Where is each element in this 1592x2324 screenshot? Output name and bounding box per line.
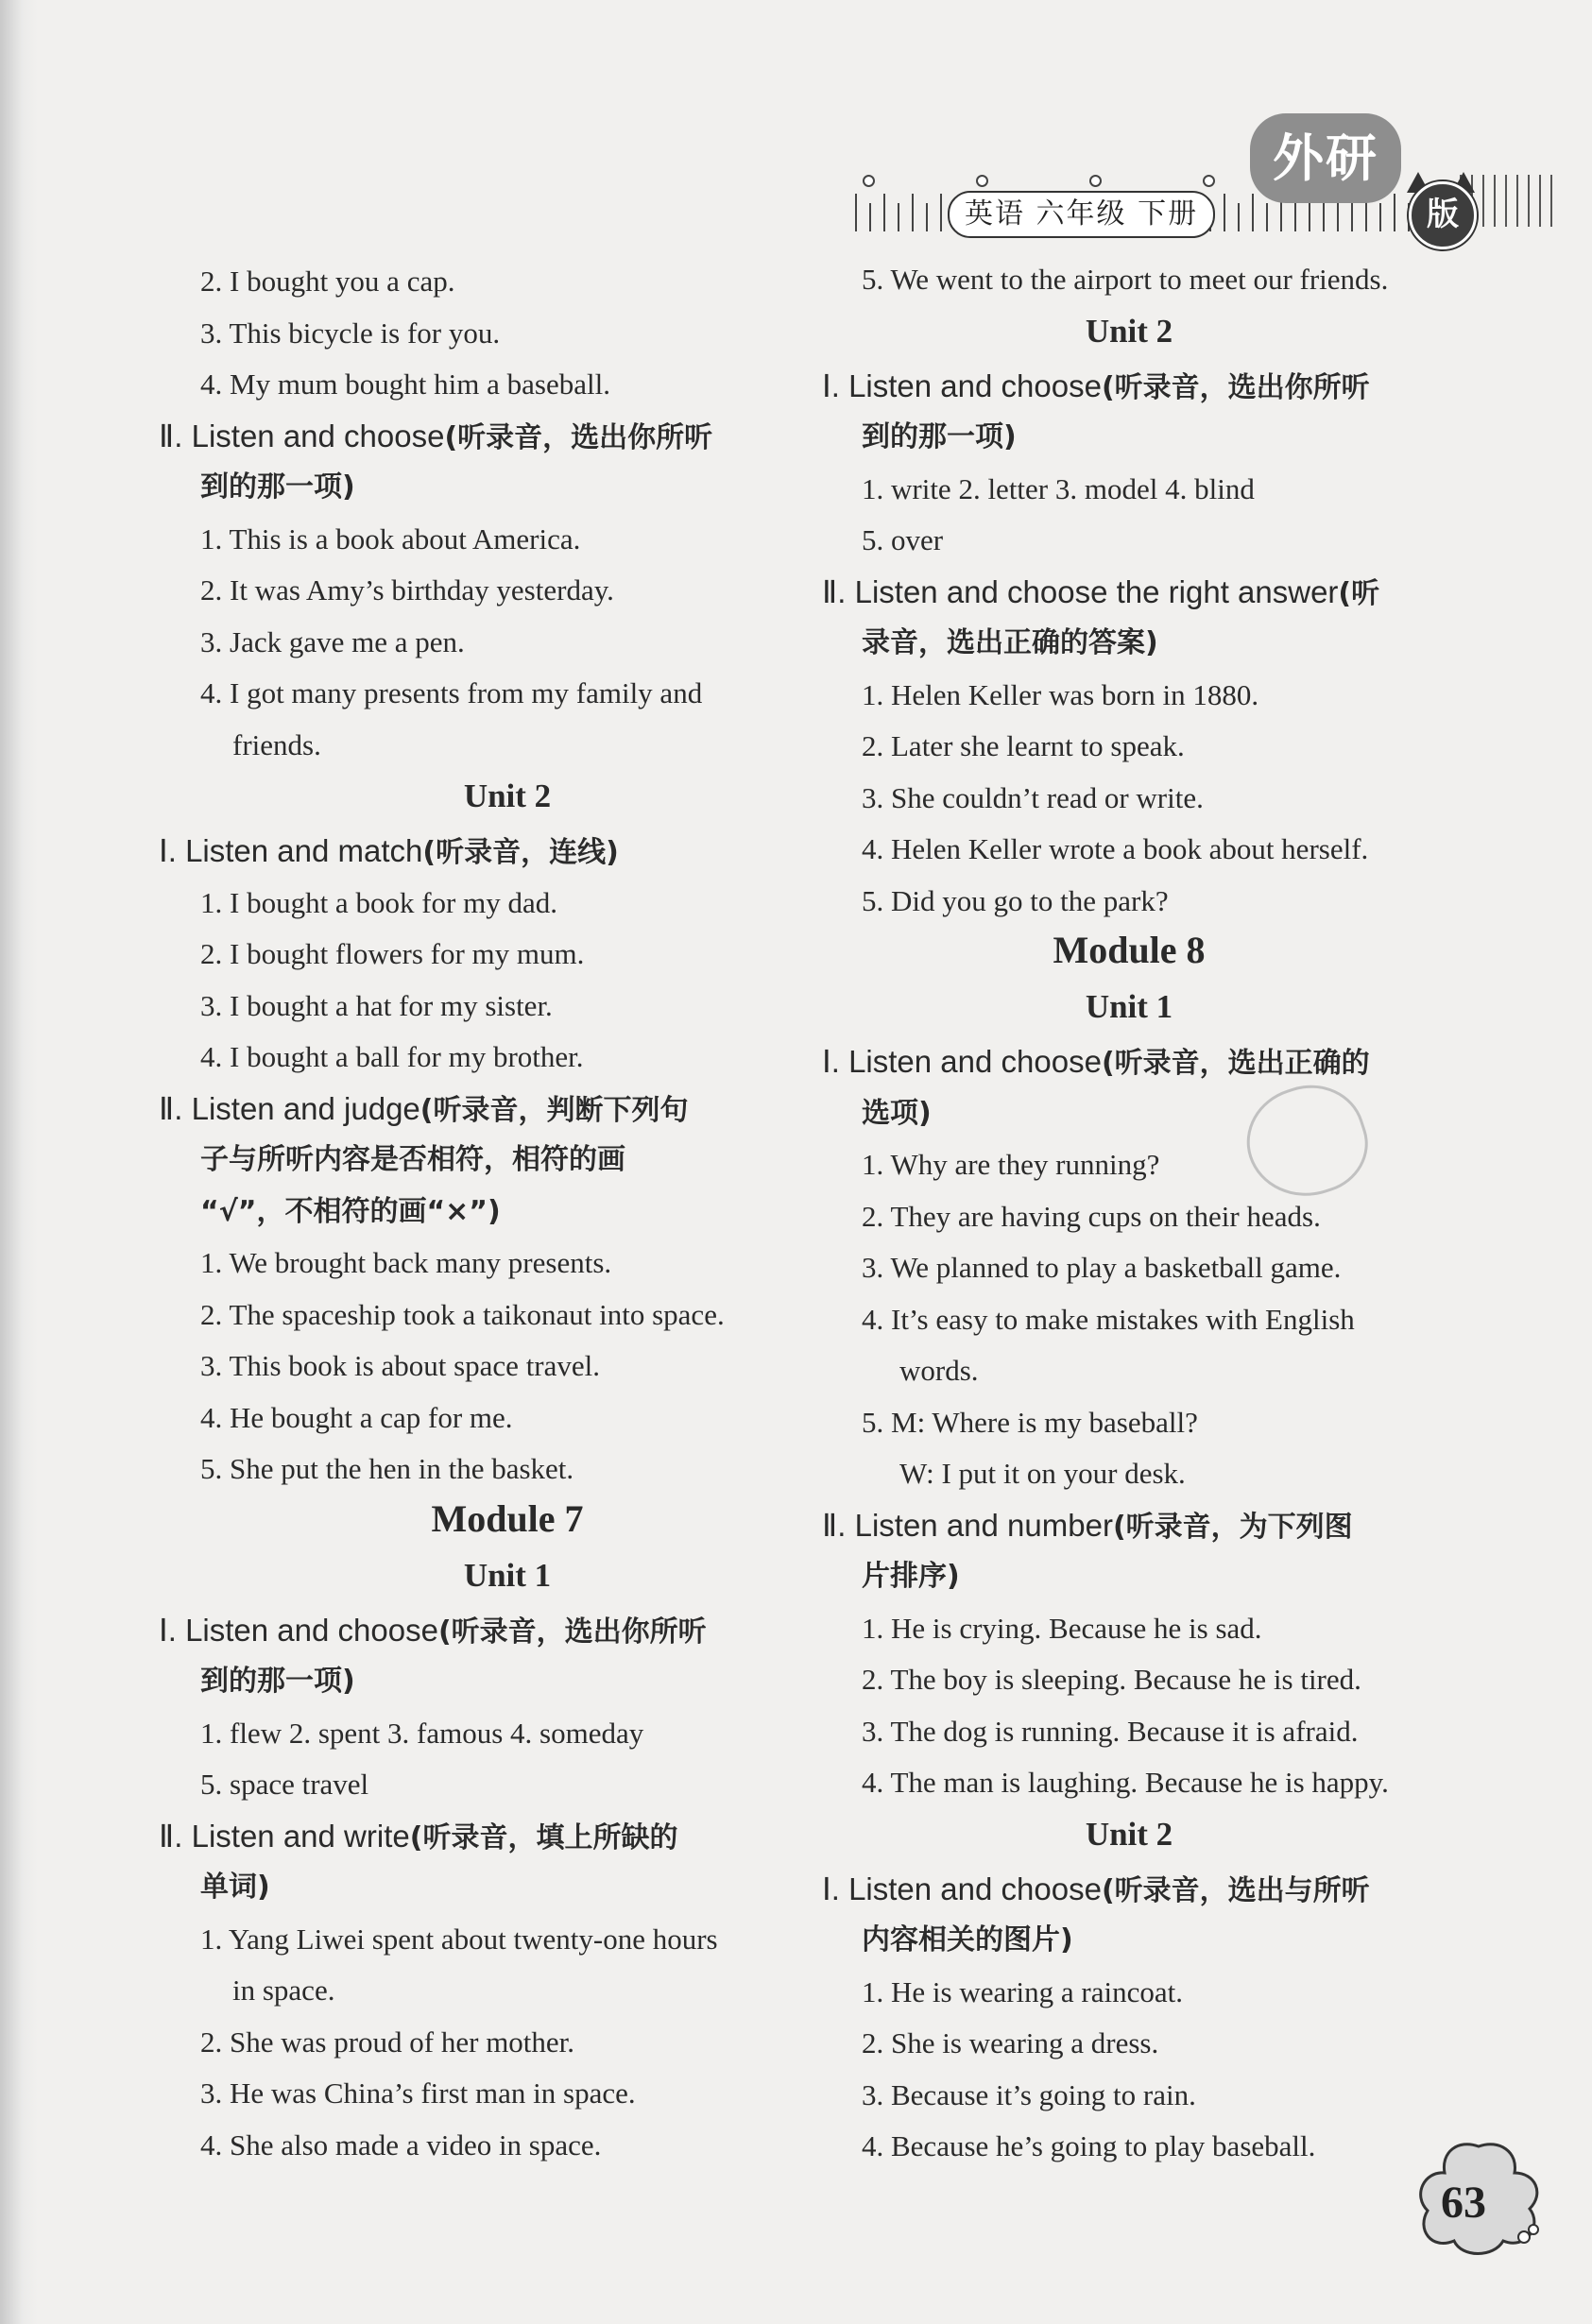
- ruler-tick: [1482, 175, 1484, 227]
- section-instruction-en: Listen and choose the right answer: [846, 573, 1339, 609]
- section-instruction-continued: 子与所听内容是否相符，相符的画: [200, 1143, 625, 1176]
- ruler-tick: [898, 203, 899, 231]
- answer-line: 5. over: [862, 523, 944, 556]
- section-heading: [159, 418, 712, 457]
- ruler-tick: [869, 203, 871, 231]
- answer-line: 2. I bought flowers for my mum.: [200, 937, 585, 970]
- section-number: Ⅰ.: [159, 1612, 177, 1648]
- ruler-tick: [1294, 203, 1296, 231]
- answer-line: 3. This bicycle is for you.: [200, 316, 501, 350]
- answer-line: 4. Helen Keller wrote a book about herself.: [862, 832, 1369, 865]
- section-instruction-en: Listen and match: [176, 833, 423, 868]
- section-instruction-continued: 内容相关的图片): [862, 1923, 1073, 1957]
- section-instruction-cn: (听: [1338, 576, 1380, 610]
- answer-line: 2. They are having cups on their heads.: [862, 1199, 1321, 1233]
- edition-badge: [1403, 172, 1482, 251]
- answer-line: 3. Because it’s going to rain.: [862, 2077, 1196, 2111]
- ruler-tick: [1238, 203, 1240, 231]
- answer-line: 2. It was Amy’s birthday yesterday.: [200, 573, 614, 607]
- ruler-dot: [976, 175, 988, 187]
- ruler-tick: [1351, 203, 1353, 231]
- ruler-tick: [1528, 175, 1530, 227]
- ruler-tick: [1516, 175, 1518, 227]
- section-number: Ⅱ.: [822, 1507, 847, 1543]
- section-instruction-continued: “√”，不相符的画“×”): [200, 1194, 501, 1228]
- answer-line: 2. She is wearing a dress.: [862, 2026, 1159, 2059]
- answer-line: 4. She also made a video in space.: [200, 2127, 602, 2162]
- answer-line: 1. He is crying. Because he is sad.: [862, 1611, 1262, 1645]
- answer-line: 1. This is a book about America.: [200, 521, 581, 555]
- section-number: Ⅱ.: [159, 418, 183, 453]
- module-title: Module 8: [1053, 929, 1206, 971]
- section-number: Ⅰ.: [822, 1044, 840, 1079]
- answer-line: 5. We went to the airport to meet our friends.: [862, 263, 1389, 296]
- ruler-tick: [926, 203, 928, 231]
- answer-line: 2. Later she learnt to speak.: [862, 729, 1185, 762]
- section-heading: [822, 1507, 1353, 1546]
- section-instruction-continued: 片排序): [862, 1560, 960, 1593]
- answer-line: 3. The dog is running. Because it is afraid.: [862, 1714, 1359, 1748]
- section-instruction-cn: (听录音，填上所缺的: [409, 1820, 678, 1854]
- ruler-tick: [1550, 175, 1552, 227]
- page-number: 63: [1441, 2178, 1486, 2228]
- ruler-tick: [1252, 194, 1254, 231]
- answer-line: 4. I bought a ball for my brother.: [200, 1040, 584, 1073]
- ruler-dot: [1089, 175, 1102, 187]
- answer-line: 1. flew 2. spent 3. famous 4. someday: [200, 1716, 644, 1750]
- answer-line: 4. Because he’s going to play baseball.: [862, 2129, 1316, 2162]
- section-instruction-cn: (听录音，判断下列句: [419, 1093, 689, 1127]
- module-title: Module 7: [431, 1496, 584, 1540]
- page-binding-shadow: [0, 0, 38, 2324]
- section-instruction-continued: 录音，选出正确的答案): [862, 626, 1158, 659]
- subject-tag: 英语 六年级 下册: [948, 191, 1215, 238]
- answer-line: 1. I bought a book for my dad.: [200, 885, 557, 919]
- answer-line-continued: W: I put it on your desk.: [899, 1457, 1186, 1490]
- answer-line: 5. space travel: [200, 1768, 369, 1801]
- section-instruction-cn: (听录音，选出你所听: [437, 1615, 707, 1649]
- answer-line: 1. We brought back many presents.: [200, 1246, 612, 1279]
- page-header: [855, 113, 1554, 246]
- answer-line: 1. Why are they running?: [862, 1148, 1160, 1181]
- section-instruction-en: Listen and choose: [839, 367, 1102, 403]
- edition-label: 版: [1427, 196, 1459, 233]
- section-heading: [159, 1612, 707, 1651]
- page-number-badge: [1412, 2135, 1545, 2258]
- section-heading: [159, 832, 619, 872]
- section-instruction-cn: (听录音，连线): [422, 836, 619, 869]
- answer-line: 2. The boy is sleeping. Because he is tired.: [862, 1663, 1361, 1696]
- unit-title: Unit 1: [463, 1556, 552, 1594]
- section-instruction-en: Listen and choose: [839, 1871, 1102, 1906]
- answer-line: 4. I got many presents from my family and: [200, 676, 703, 709]
- section-heading: [159, 1818, 677, 1857]
- section-instruction-continued: 选项): [862, 1096, 932, 1130]
- answer-line: 2. She was proud of her mother.: [200, 2025, 575, 2059]
- section-instruction-en: Listen and choose: [839, 1044, 1102, 1079]
- unit-title: Unit 2: [1085, 1815, 1173, 1853]
- ruler-tick: [912, 194, 914, 231]
- answer-line-continued: friends.: [232, 727, 321, 761]
- section-instruction-cn: (听录音，选出你所听: [1101, 370, 1370, 404]
- publisher-brand: 外研: [1250, 113, 1401, 203]
- section-number: Ⅱ.: [822, 573, 847, 609]
- answer-line: 1. Yang Liwei spent about twenty-one hours: [200, 1922, 718, 1956]
- section-instruction-continued: 到的那一项): [862, 420, 1017, 453]
- section-instruction-continued: 单词): [200, 1871, 270, 1904]
- ruler-tick: [940, 194, 942, 231]
- answer-line: 1. He is wearing a raincoat.: [862, 1974, 1184, 2008]
- section-heading: [159, 1090, 689, 1130]
- section-instruction-en: Listen and write: [182, 1818, 410, 1854]
- answer-line: 5. Did you go to the park?: [862, 883, 1169, 917]
- section-instruction-cn: (听录音，选出正确的: [1101, 1047, 1370, 1080]
- section-heading: [822, 1043, 1370, 1083]
- section-number: Ⅱ.: [159, 1818, 183, 1854]
- section-number: Ⅰ.: [822, 1871, 840, 1906]
- homework-stamp-icon: [1233, 1070, 1380, 1211]
- answer-line: 3. This book is about space travel.: [200, 1349, 601, 1382]
- ruler-tick: [883, 194, 885, 231]
- section-instruction-en: Listen and judge: [182, 1090, 420, 1126]
- answer-line: 4. He bought a cap for me.: [200, 1400, 513, 1434]
- section-number: Ⅰ.: [822, 367, 840, 403]
- answer-line: 3. He was China’s first man in space.: [200, 2076, 636, 2110]
- answer-line: 2. The spaceship took a taikonaut into space.: [200, 1297, 725, 1331]
- ruler-tick: [1323, 203, 1325, 231]
- ruler-tick: [1539, 175, 1541, 227]
- answer-line: 3. Jack gave me a pen.: [200, 624, 465, 658]
- section-instruction-en: Listen and choose: [182, 418, 445, 453]
- ruler-tick: [1494, 175, 1496, 227]
- ruler-tick: [1224, 194, 1225, 231]
- ruler-tick: [1266, 203, 1268, 231]
- section-instruction-continued: 到的那一项): [200, 470, 355, 504]
- answer-line: 3. We planned to play a basketball game.: [862, 1251, 1342, 1284]
- section-heading: [822, 1871, 1370, 1910]
- section-instruction-en: Listen and choose: [176, 1612, 438, 1648]
- answer-line: 1. write 2. letter 3. model 4. blind: [862, 471, 1255, 505]
- section-heading: [822, 367, 1370, 407]
- section-instruction-continued: 到的那一项): [200, 1665, 355, 1698]
- section-heading: [822, 573, 1379, 613]
- answer-line: 4. It’s easy to make mistakes with English: [862, 1302, 1355, 1336]
- answer-line-continued: in space.: [232, 1974, 335, 2007]
- section-instruction-cn: (听录音，选出你所听: [444, 420, 713, 454]
- answer-line: 1. Helen Keller was born in 1880.: [862, 677, 1259, 711]
- ruler-tick: [1379, 203, 1381, 231]
- answer-line-continued: words.: [899, 1354, 979, 1387]
- answer-line: 5. She put the hen in the basket.: [200, 1452, 574, 1485]
- unit-title: Unit 2: [1085, 312, 1173, 350]
- answer-line: 2. I bought you a cap.: [200, 265, 455, 298]
- ruler-dot: [863, 175, 875, 187]
- ruler-tick: [1394, 194, 1395, 231]
- ruler-tick: [855, 194, 857, 231]
- ruler-dot: [1203, 175, 1215, 187]
- section-number: Ⅰ.: [159, 833, 177, 868]
- answer-line: 4. My mum bought him a baseball.: [200, 367, 610, 401]
- answer-line: 4. The man is laughing. Because he is happy.: [862, 1766, 1389, 1799]
- unit-title: Unit 1: [1085, 988, 1173, 1025]
- ruler-tick: [1505, 175, 1507, 227]
- section-number: Ⅱ.: [159, 1090, 183, 1126]
- answer-line: 3. She couldn’t read or write.: [862, 780, 1204, 814]
- section-instruction-cn: (听录音，为下列图: [1112, 1510, 1353, 1544]
- answer-line: 3. I bought a hat for my sister.: [200, 988, 553, 1022]
- section-instruction-en: Listen and number: [846, 1507, 1113, 1543]
- unit-title: Unit 2: [463, 778, 552, 814]
- section-instruction-cn: (听录音，选出与所听: [1101, 1873, 1370, 1907]
- answer-line: 5. M: Where is my baseball?: [862, 1405, 1198, 1439]
